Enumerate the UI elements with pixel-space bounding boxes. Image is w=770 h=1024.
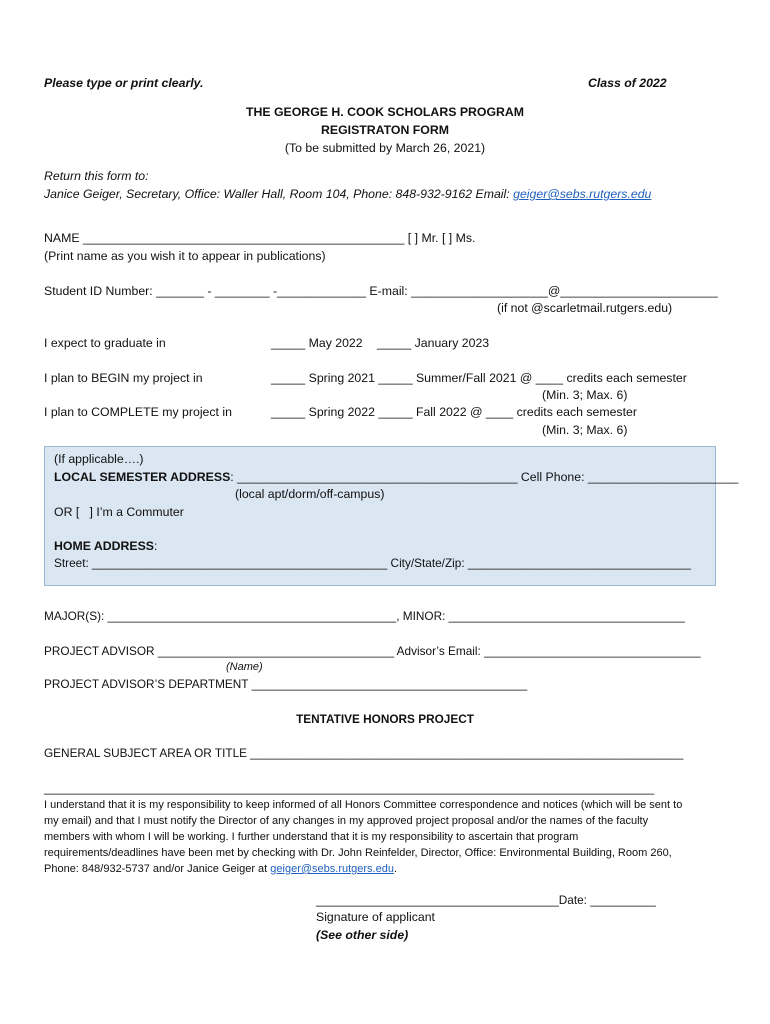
home-address-heading xyxy=(54,539,157,554)
if-applicable-note: (If applicable….) xyxy=(54,452,144,466)
name-field[interactable]: NAME _______________________________________________ [ ] Mr. [ ] Ms. xyxy=(44,231,476,245)
local-address-line: : _________________________________________ Cell Phone: ______________________ xyxy=(230,470,739,484)
email-note: (if not @scarletmail.rutgers.edu) xyxy=(497,301,673,315)
statement-line-2: my email) and that I must notify the Director of any changes in my approved project proposal and/or the names of the faculty xyxy=(44,815,649,827)
return-email-link[interactable]: geiger@sebs.rutgers.edu xyxy=(513,187,652,201)
student-id-email-field[interactable]: Student ID Number: _______ - ________ -_____________ E-mail: ____________________@_______________________ xyxy=(44,284,718,298)
return-label: Return this form to: xyxy=(44,169,149,183)
form-title: REGISTRATON FORM xyxy=(321,123,449,137)
subject-title-field[interactable]: GENERAL SUBJECT AREA OR TITLE __________________________________________________________________ xyxy=(44,746,684,760)
complete-options[interactable]: _____ Spring 2022 _____ Fall 2022 @ ____ credits each semester xyxy=(271,405,637,419)
statement-line-4: requirements/deadlines have been met by checking with Dr. John Reinfelder, Director, Office: Environmental Building, Room 260, xyxy=(44,847,672,859)
complete-credits-note: (Min. 3; Max. 6) xyxy=(542,423,628,437)
home-address-label: HOME ADDRESS xyxy=(54,539,154,553)
advisor-department-field[interactable]: PROJECT ADVISOR’S DEPARTMENT __________________________________________ xyxy=(44,677,528,691)
local-address-label: LOCAL SEMESTER ADDRESS xyxy=(54,470,231,484)
statement-line-1: I understand that it is my responsibility to keep informed of all Honors Committee correspondence and notices (which will be sent to xyxy=(44,799,683,811)
return-contact-text: Janice Geiger, Secretary, Office: Waller Hall, Room 104, Phone: 848-932-9162 Email: xyxy=(44,187,514,201)
print-instruction: Please type or print clearly. xyxy=(44,76,204,90)
complete-label: I plan to COMPLETE my project in xyxy=(44,405,232,419)
signature-label: Signature of applicant xyxy=(316,910,435,924)
local-address-note: (local apt/dorm/off-campus) xyxy=(235,487,385,501)
advisor-name-note: (Name) xyxy=(226,661,263,673)
name-note: (Print name as you wish it to appear in publications) xyxy=(44,249,326,263)
class-year: Class of 2022 xyxy=(588,76,667,90)
statement-line-5-text: Phone: 848/932-5737 and/or Janice Geiger at xyxy=(44,863,271,875)
street-field[interactable]: Street: _____________________________________________ City/State/Zip: __________________________________ xyxy=(54,556,691,570)
return-contact xyxy=(44,187,651,202)
project-heading: TENTATIVE HONORS PROJECT xyxy=(296,712,474,726)
graduate-option-jan-2023[interactable]: _____ January 2023 xyxy=(377,336,490,350)
begin-credits-note: (Min. 3; Max. 6) xyxy=(542,388,628,402)
major-minor-field[interactable]: MAJOR(S): ____________________________________________, MINOR: ____________________________________ xyxy=(44,609,685,623)
local-address-field[interactable] xyxy=(54,470,738,485)
advisor-field[interactable]: PROJECT ADVISOR ____________________________________ Advisor’s Email: _________________________________ xyxy=(44,644,701,658)
statement-email-link[interactable]: geiger@sebs.rutgers.edu xyxy=(270,863,394,875)
graduate-option-may-2022[interactable]: _____ May 2022 xyxy=(271,336,363,350)
see-other-side-note: (See other side) xyxy=(316,928,409,942)
subject-title-continued-field[interactable]: _____________________________________________________________________________________________ xyxy=(44,781,655,795)
home-address-colon: : xyxy=(153,539,158,553)
program-title: THE GEORGE H. COOK SCHOLARS PROGRAM xyxy=(245,105,525,119)
begin-options[interactable]: _____ Spring 2021 _____ Summer/Fall 2021 @ ____ credits each semester xyxy=(271,371,687,385)
signature-date-field[interactable]: _____________________________________Date: __________ xyxy=(316,893,656,907)
begin-label: I plan to BEGIN my project in xyxy=(44,371,203,385)
statement-period: . xyxy=(393,863,398,875)
statement-line-3: members with whom I will be working. I further understand that it is my responsibility to ascertain that program xyxy=(44,831,579,843)
submission-deadline: (To be submitted by March 26, 2021) xyxy=(284,141,486,155)
statement-line-5 xyxy=(44,861,397,877)
graduate-label: I expect to graduate in xyxy=(44,336,166,350)
commuter-checkbox[interactable]: OR [ ] I’m a Commuter xyxy=(54,505,184,519)
